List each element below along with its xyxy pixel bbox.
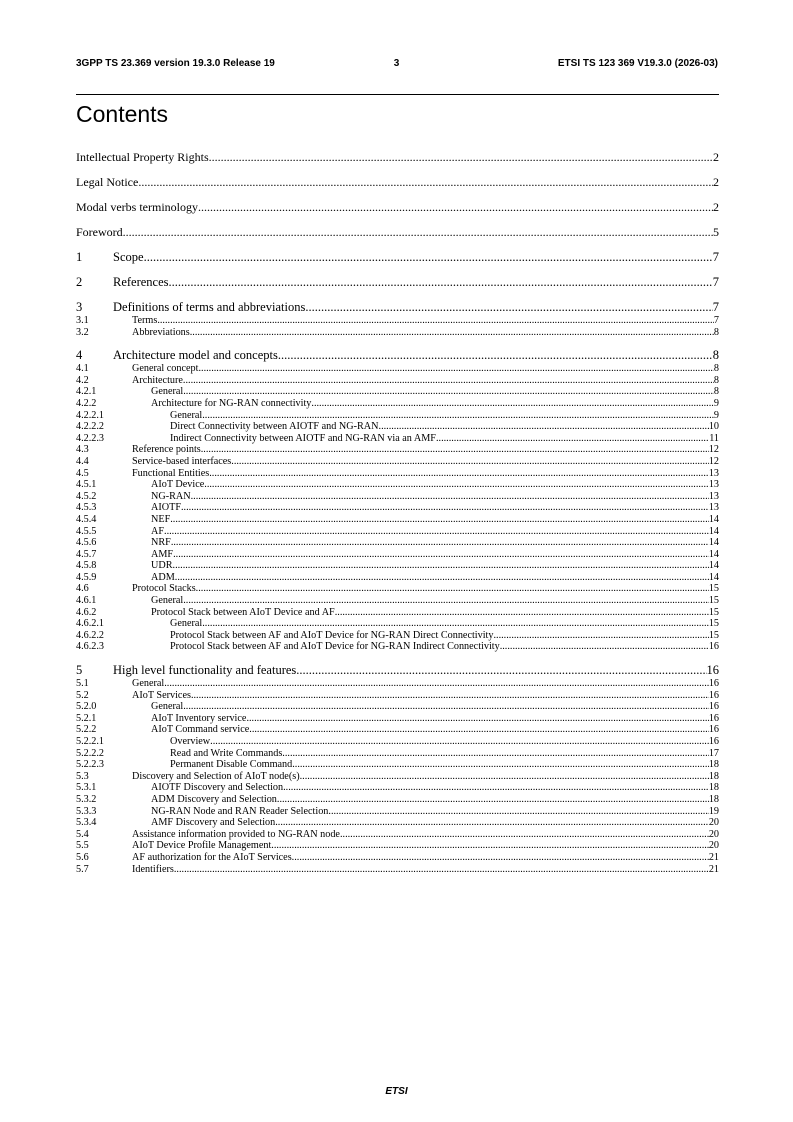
toc-entry-title: Identifiers	[132, 863, 174, 875]
toc-entry[interactable]	[76, 410, 719, 422]
toc-dot-leader	[493, 630, 708, 642]
toc-entry-page: 14	[708, 525, 719, 537]
toc-dot-leader	[123, 225, 713, 240]
toc-entry-page: 13	[708, 490, 719, 502]
toc-entry-number: 4	[76, 348, 83, 363]
toc-dot-leader	[171, 537, 709, 549]
toc-entry-title: Reference points	[132, 444, 201, 456]
toc-dot-leader	[379, 421, 709, 433]
toc-entry[interactable]	[76, 348, 719, 363]
toc-entry-number: 4.6.2.2	[76, 629, 105, 641]
toc-entry-number: 5.2.2.1	[76, 736, 105, 747]
toc-entry[interactable]	[76, 456, 719, 468]
toc-entry-number: 4.5.6	[76, 537, 97, 549]
toc-entry[interactable]	[76, 468, 719, 480]
toc-entry-page: 7	[712, 300, 719, 314]
toc-entry[interactable]	[76, 560, 719, 572]
toc-entry[interactable]	[76, 225, 719, 240]
toc-entry-page: 12	[708, 444, 719, 456]
toc-entry-number: 4.6.2.3	[76, 641, 105, 653]
toc-entry-page: 13	[708, 479, 719, 491]
toc-entry-title: Protocol Stack between AIoT Device and AF	[151, 606, 335, 618]
toc-entry-page: 21	[708, 851, 719, 863]
toc-entry[interactable]	[76, 327, 719, 339]
toc-entry-number: 5.1	[76, 678, 89, 690]
toc-entry-title: AIoT Command service	[151, 724, 250, 736]
toc-entry[interactable]	[76, 678, 719, 690]
toc-entry-page: 2	[713, 150, 719, 164]
toc-dot-leader	[500, 641, 709, 653]
toc-entry[interactable]	[76, 782, 719, 794]
toc-dot-leader	[198, 363, 713, 375]
toc-entry-page: 16	[708, 701, 719, 713]
toc-entry-number: 4.6.2	[76, 606, 97, 618]
toc-entry-page: 18	[708, 770, 719, 782]
toc-entry-number: 5.3	[76, 770, 89, 782]
toc-entry-number: 5.4	[76, 828, 89, 840]
toc-entry-title: References	[113, 275, 169, 289]
toc-entry-title: NG-RAN	[151, 490, 191, 502]
toc-entry[interactable]	[76, 479, 719, 491]
toc-entry-number: 5.2	[76, 689, 89, 701]
toc-entry-title: Overview	[170, 736, 211, 747]
toc-entry-title: Abbreviations	[132, 326, 190, 338]
toc-entry-page: 8	[712, 348, 719, 363]
toc-entry-number: 5.2.1	[76, 712, 97, 724]
toc-entry-title: AIoT Services	[132, 689, 191, 701]
table-of-contents	[76, 140, 719, 875]
toc-entry-number: 3	[76, 300, 83, 314]
toc-entry-title: Definitions of terms and abbreviations	[113, 300, 306, 314]
toc-entry[interactable]	[76, 806, 719, 818]
toc-dot-leader	[202, 410, 714, 422]
toc-entry-number: 5.3.2	[76, 793, 97, 805]
toc-entry-title: AMF	[151, 548, 174, 560]
toc-entry-number: 5.2.2.3	[76, 759, 105, 771]
toc-entry[interactable]	[76, 852, 719, 864]
toc-entry[interactable]	[76, 421, 719, 433]
toc-entry[interactable]	[76, 275, 719, 290]
toc-entry[interactable]	[76, 363, 719, 375]
toc-entry-page: 14	[708, 560, 719, 572]
toc-entry-number: 5.2.2.2	[76, 747, 105, 759]
toc-entry-title: AMF Discovery and Selection	[151, 817, 276, 829]
toc-entry-title: AIoT Device Profile Management	[132, 840, 272, 852]
toc-entry-page: 9	[713, 409, 719, 421]
toc-entry-page: 14	[708, 537, 719, 549]
toc-dot-leader	[436, 433, 709, 445]
toc-entry[interactable]	[76, 250, 719, 265]
toc-dot-leader	[190, 327, 714, 339]
toc-entry-number: 5.3.4	[76, 817, 97, 829]
toc-entry-number: 4.5.5	[76, 525, 97, 537]
toc-entry-page: 20	[708, 840, 719, 852]
toc-dot-leader	[209, 150, 713, 165]
toc-entry-title: Service-based interfaces	[132, 455, 232, 467]
toc-entry[interactable]	[76, 375, 719, 387]
toc-dot-leader	[292, 759, 709, 771]
toc-dot-leader	[340, 829, 709, 841]
toc-entry-page: 15	[708, 629, 719, 641]
toc-entry-page: 14	[708, 571, 719, 583]
toc-entry-number: 4.2.2.1	[76, 409, 105, 421]
toc-entry-page: 15	[708, 595, 719, 607]
toc-entry-number: 4.3	[76, 444, 89, 456]
toc-entry-title: NG-RAN Node and RAN Reader Selection	[151, 805, 329, 817]
toc-dot-leader	[191, 491, 709, 503]
toc-entry-title: Legal Notice	[76, 175, 139, 189]
toc-entry-title: Functional Entities	[132, 467, 210, 479]
toc-entry[interactable]	[76, 200, 719, 215]
toc-dot-leader	[246, 713, 708, 725]
toc-entry[interactable]	[76, 748, 719, 760]
toc-entry-number: 4.5.4	[76, 513, 97, 525]
toc-entry[interactable]	[76, 829, 719, 841]
toc-entry-number: 4.2.2.2	[76, 421, 105, 433]
toc-dot-leader	[191, 690, 709, 702]
toc-entry-title: NEF	[151, 513, 171, 525]
toc-dot-leader	[296, 663, 706, 678]
toc-entry-title: AF	[151, 525, 165, 537]
toc-entry[interactable]	[76, 549, 719, 561]
toc-entry-page: 16	[708, 678, 719, 690]
toc-entry-title: Discovery and Selection of AIoT node(s)	[132, 770, 300, 782]
toc-entry[interactable]	[76, 663, 719, 678]
toc-entry[interactable]	[76, 794, 719, 806]
toc-entry-title: UDR	[151, 560, 173, 572]
toc-dot-leader	[277, 794, 709, 806]
toc-entry-title: Read and Write Commands	[170, 747, 283, 759]
toc-entry-number: 5.2.0	[76, 701, 97, 713]
toc-entry-page: 8	[713, 363, 719, 375]
toc-dot-leader	[209, 468, 709, 480]
toc-entry[interactable]	[76, 444, 719, 456]
toc-dot-leader	[271, 840, 709, 852]
toc-entry-number: 4.2.2.3	[76, 432, 105, 444]
toc-dot-leader	[231, 456, 709, 468]
toc-entry-number: 4.6.2.1	[76, 618, 105, 630]
toc-entry-title: Protocol Stack between AF and AIoT Device for NG-RAN Direct Connectivity	[170, 629, 494, 641]
toc-entry-page: 2	[713, 175, 719, 189]
toc-entry-number: 3.1	[76, 315, 89, 326]
toc-dot-leader	[170, 514, 709, 526]
toc-entry-page: 18	[708, 782, 719, 794]
toc-dot-leader	[183, 595, 709, 607]
toc-entry-title: ADM	[151, 571, 175, 583]
toc-entry-title: General	[151, 701, 184, 713]
toc-dot-leader	[164, 678, 709, 690]
toc-entry-number: 4.2.2	[76, 397, 97, 409]
toc-entry-page: 16	[708, 736, 719, 747]
toc-entry[interactable]	[76, 433, 719, 445]
toc-entry[interactable]	[76, 572, 719, 584]
toc-entry[interactable]	[76, 713, 719, 725]
toc-entry-page: 16	[708, 641, 719, 653]
toc-entry-page: 21	[708, 863, 719, 875]
toc-entry-page: 20	[708, 817, 719, 829]
toc-dot-leader	[157, 315, 714, 327]
toc-entry-number: 4.5.8	[76, 560, 97, 572]
toc-entry-title: ADM Discovery and Selection	[151, 793, 277, 805]
toc-entry-title: Architecture for NG-RAN connectivity	[151, 397, 312, 409]
toc-entry-title: Permanent Disable Command	[170, 759, 293, 771]
toc-entry-title: General	[151, 595, 184, 607]
toc-dot-leader	[196, 583, 709, 595]
toc-entry-page: 15	[708, 583, 719, 595]
toc-entry-title: Modal verbs terminology	[76, 200, 198, 214]
toc-dot-leader	[283, 782, 709, 794]
toc-dot-leader	[175, 572, 709, 584]
toc-entry-title: AIoT Device	[151, 479, 205, 491]
toc-entry[interactable]	[76, 315, 719, 327]
toc-entry[interactable]	[76, 630, 719, 642]
toc-dot-leader	[183, 386, 714, 398]
toc-dot-leader	[169, 275, 713, 290]
toc-dot-leader	[204, 479, 709, 491]
toc-entry-number: 1	[76, 250, 83, 264]
toc-entry-number: 4.4	[76, 455, 89, 467]
toc-entry[interactable]	[76, 502, 719, 514]
toc-entry[interactable]	[76, 701, 719, 713]
toc-entry-number: 3.2	[76, 326, 89, 338]
toc-entry-page: 8	[713, 326, 719, 338]
toc-entry-page: 17	[708, 747, 719, 759]
toc-entry-number: 5.7	[76, 863, 89, 875]
toc-entry[interactable]	[76, 595, 719, 607]
toc-entry-page: 20	[708, 828, 719, 840]
toc-entry-page: 16	[708, 724, 719, 736]
toc-entry[interactable]	[76, 300, 719, 315]
toc-entry-number: 4.5	[76, 467, 89, 479]
toc-entry[interactable]	[76, 724, 719, 736]
toc-entry-number: 5.3.3	[76, 805, 97, 817]
toc-dot-leader	[173, 560, 709, 572]
toc-entry-page: 8	[713, 386, 719, 398]
toc-entry-title: Direct Connectivity between AIOTF and NG-RAN	[170, 421, 379, 433]
toc-entry-page: 19	[708, 805, 719, 817]
toc-entry-title: Protocol Stack between AF and AIoT Device for NG-RAN Indirect Connectivity	[170, 641, 500, 653]
toc-entry-page: 9	[713, 397, 719, 409]
toc-entry[interactable]	[76, 583, 719, 595]
toc-entry-page: 13	[708, 467, 719, 479]
footer-etsi: ETSI	[385, 1086, 408, 1097]
toc-entry-title: Terms	[132, 315, 158, 326]
toc-entry-number: 5.2.2	[76, 724, 97, 736]
toc-dot-leader	[183, 701, 709, 713]
toc-dot-leader	[173, 549, 709, 561]
toc-entry[interactable]	[76, 607, 719, 619]
toc-entry-number: 4.5.3	[76, 502, 97, 514]
toc-entry-page: 12	[708, 455, 719, 467]
toc-dot-leader	[311, 398, 714, 410]
toc-entry-title: Assistance information provided to NG-RAN node	[132, 828, 340, 840]
toc-entry-page: 15	[708, 618, 719, 630]
toc-entry-title: AF authorization for the AIoT Services	[132, 851, 292, 863]
toc-dot-leader	[183, 375, 714, 387]
toc-dot-leader	[282, 748, 709, 760]
toc-entry-page: 16	[708, 712, 719, 724]
toc-entry-number: 4.5.7	[76, 548, 97, 560]
toc-entry-page: 7	[712, 275, 719, 289]
toc-entry-page: 14	[708, 548, 719, 560]
toc-dot-leader	[278, 348, 713, 363]
toc-entry[interactable]	[76, 514, 719, 526]
toc-entry-page: 11	[709, 432, 719, 444]
toc-entry-number: 4.5.1	[76, 479, 97, 491]
toc-dot-leader	[174, 864, 709, 876]
toc-entry-title: NRF	[151, 537, 171, 549]
toc-dot-leader	[198, 200, 713, 215]
toc-entry-title: Foreword	[76, 225, 123, 239]
toc-entry-title: Architecture model and concepts	[113, 348, 278, 363]
toc-entry-title: General	[170, 409, 203, 421]
toc-entry[interactable]	[76, 817, 719, 829]
toc-entry[interactable]	[76, 150, 719, 165]
toc-entry-title: Scope	[113, 250, 144, 264]
toc-entry-page: 7	[712, 250, 719, 264]
toc-entry[interactable]	[76, 618, 719, 630]
toc-entry-number: 5.6	[76, 851, 89, 863]
toc-entry-number: 5	[76, 663, 83, 678]
toc-entry-title: General	[151, 386, 184, 398]
toc-entry-page: 18	[708, 793, 719, 805]
toc-entry[interactable]	[76, 641, 719, 653]
toc-entry-title: Indirect Connectivity between AIOTF and NG-RAN via an AMF	[170, 432, 436, 444]
toc-entry[interactable]	[76, 759, 719, 771]
toc-entry[interactable]	[76, 175, 719, 190]
toc-entry[interactable]	[76, 386, 719, 398]
toc-entry-title: AIOTF Discovery and Selection	[151, 782, 284, 794]
toc-entry[interactable]	[76, 398, 719, 410]
toc-entry-number: 4.5.2	[76, 490, 97, 502]
toc-entry-page: 14	[708, 513, 719, 525]
toc-entry-page: 13	[708, 502, 719, 514]
toc-entry-page: 5	[713, 225, 719, 239]
toc-entry-title: High level functionality and features	[113, 663, 297, 678]
toc-dot-leader	[275, 817, 709, 829]
header-etsi-id: ETSI TS 123 369 V19.3.0 (2026-03)	[557, 58, 718, 69]
toc-dot-leader	[181, 502, 709, 514]
toc-entry-title: Architecture	[132, 374, 183, 386]
toc-entry[interactable]	[76, 526, 719, 538]
toc-dot-leader	[300, 771, 709, 783]
toc-entry-title: AIOTF	[151, 502, 181, 514]
toc-dot-leader	[292, 852, 709, 864]
header-document-id: 3GPP TS 23.369 version 19.3.0 Release 19	[76, 58, 275, 69]
toc-entry-page: 2	[713, 200, 719, 214]
toc-entry-number: 4.2.1	[76, 386, 97, 398]
toc-entry-page: 7	[713, 315, 719, 326]
toc-entry-number: 4.2	[76, 374, 89, 386]
toc-dot-leader	[164, 526, 709, 538]
toc-entry[interactable]	[76, 537, 719, 549]
header-rule	[76, 94, 719, 95]
toc-entry-page: 8	[713, 374, 719, 386]
toc-entry[interactable]	[76, 690, 719, 702]
toc-entry-number: 4.1	[76, 363, 89, 375]
toc-entry-title: Intellectual Property Rights	[76, 150, 209, 164]
toc-dot-leader	[201, 444, 709, 456]
toc-entry-page: 15	[708, 606, 719, 618]
toc-entry-page: 16	[706, 663, 719, 678]
toc-dot-leader	[202, 618, 709, 630]
toc-dot-leader	[210, 736, 709, 748]
toc-entry-title: Protocol Stacks	[132, 583, 196, 595]
page-title: Contents	[76, 101, 169, 127]
toc-entry-number: 4.6.1	[76, 595, 97, 607]
toc-entry-number: 4.5.9	[76, 571, 97, 583]
toc-entry-number: 5.5	[76, 840, 89, 852]
toc-dot-leader	[305, 300, 712, 315]
toc-entry[interactable]	[76, 840, 719, 852]
toc-entry-page: 10	[708, 421, 719, 433]
toc-dot-leader	[144, 250, 713, 265]
toc-entry-page: 16	[708, 689, 719, 701]
toc-entry[interactable]	[76, 864, 719, 876]
toc-entry-number: 4.6	[76, 583, 89, 595]
toc-dot-leader	[335, 607, 709, 619]
toc-entry-number: 2	[76, 275, 83, 289]
toc-entry-title: General	[170, 618, 203, 630]
toc-entry-page: 18	[708, 759, 719, 771]
toc-entry[interactable]	[76, 736, 719, 748]
toc-entry-title: AIoT Inventory service	[151, 712, 247, 724]
toc-entry-number: 5.3.1	[76, 782, 97, 794]
toc-entry-title: General	[132, 678, 165, 690]
toc-entry-title: General concept	[132, 363, 199, 375]
header-page-number: 3	[393, 58, 400, 69]
toc-entry[interactable]	[76, 491, 719, 503]
toc-dot-leader	[328, 806, 708, 818]
toc-dot-leader	[249, 724, 709, 736]
toc-entry[interactable]	[76, 771, 719, 783]
toc-dot-leader	[138, 175, 713, 190]
